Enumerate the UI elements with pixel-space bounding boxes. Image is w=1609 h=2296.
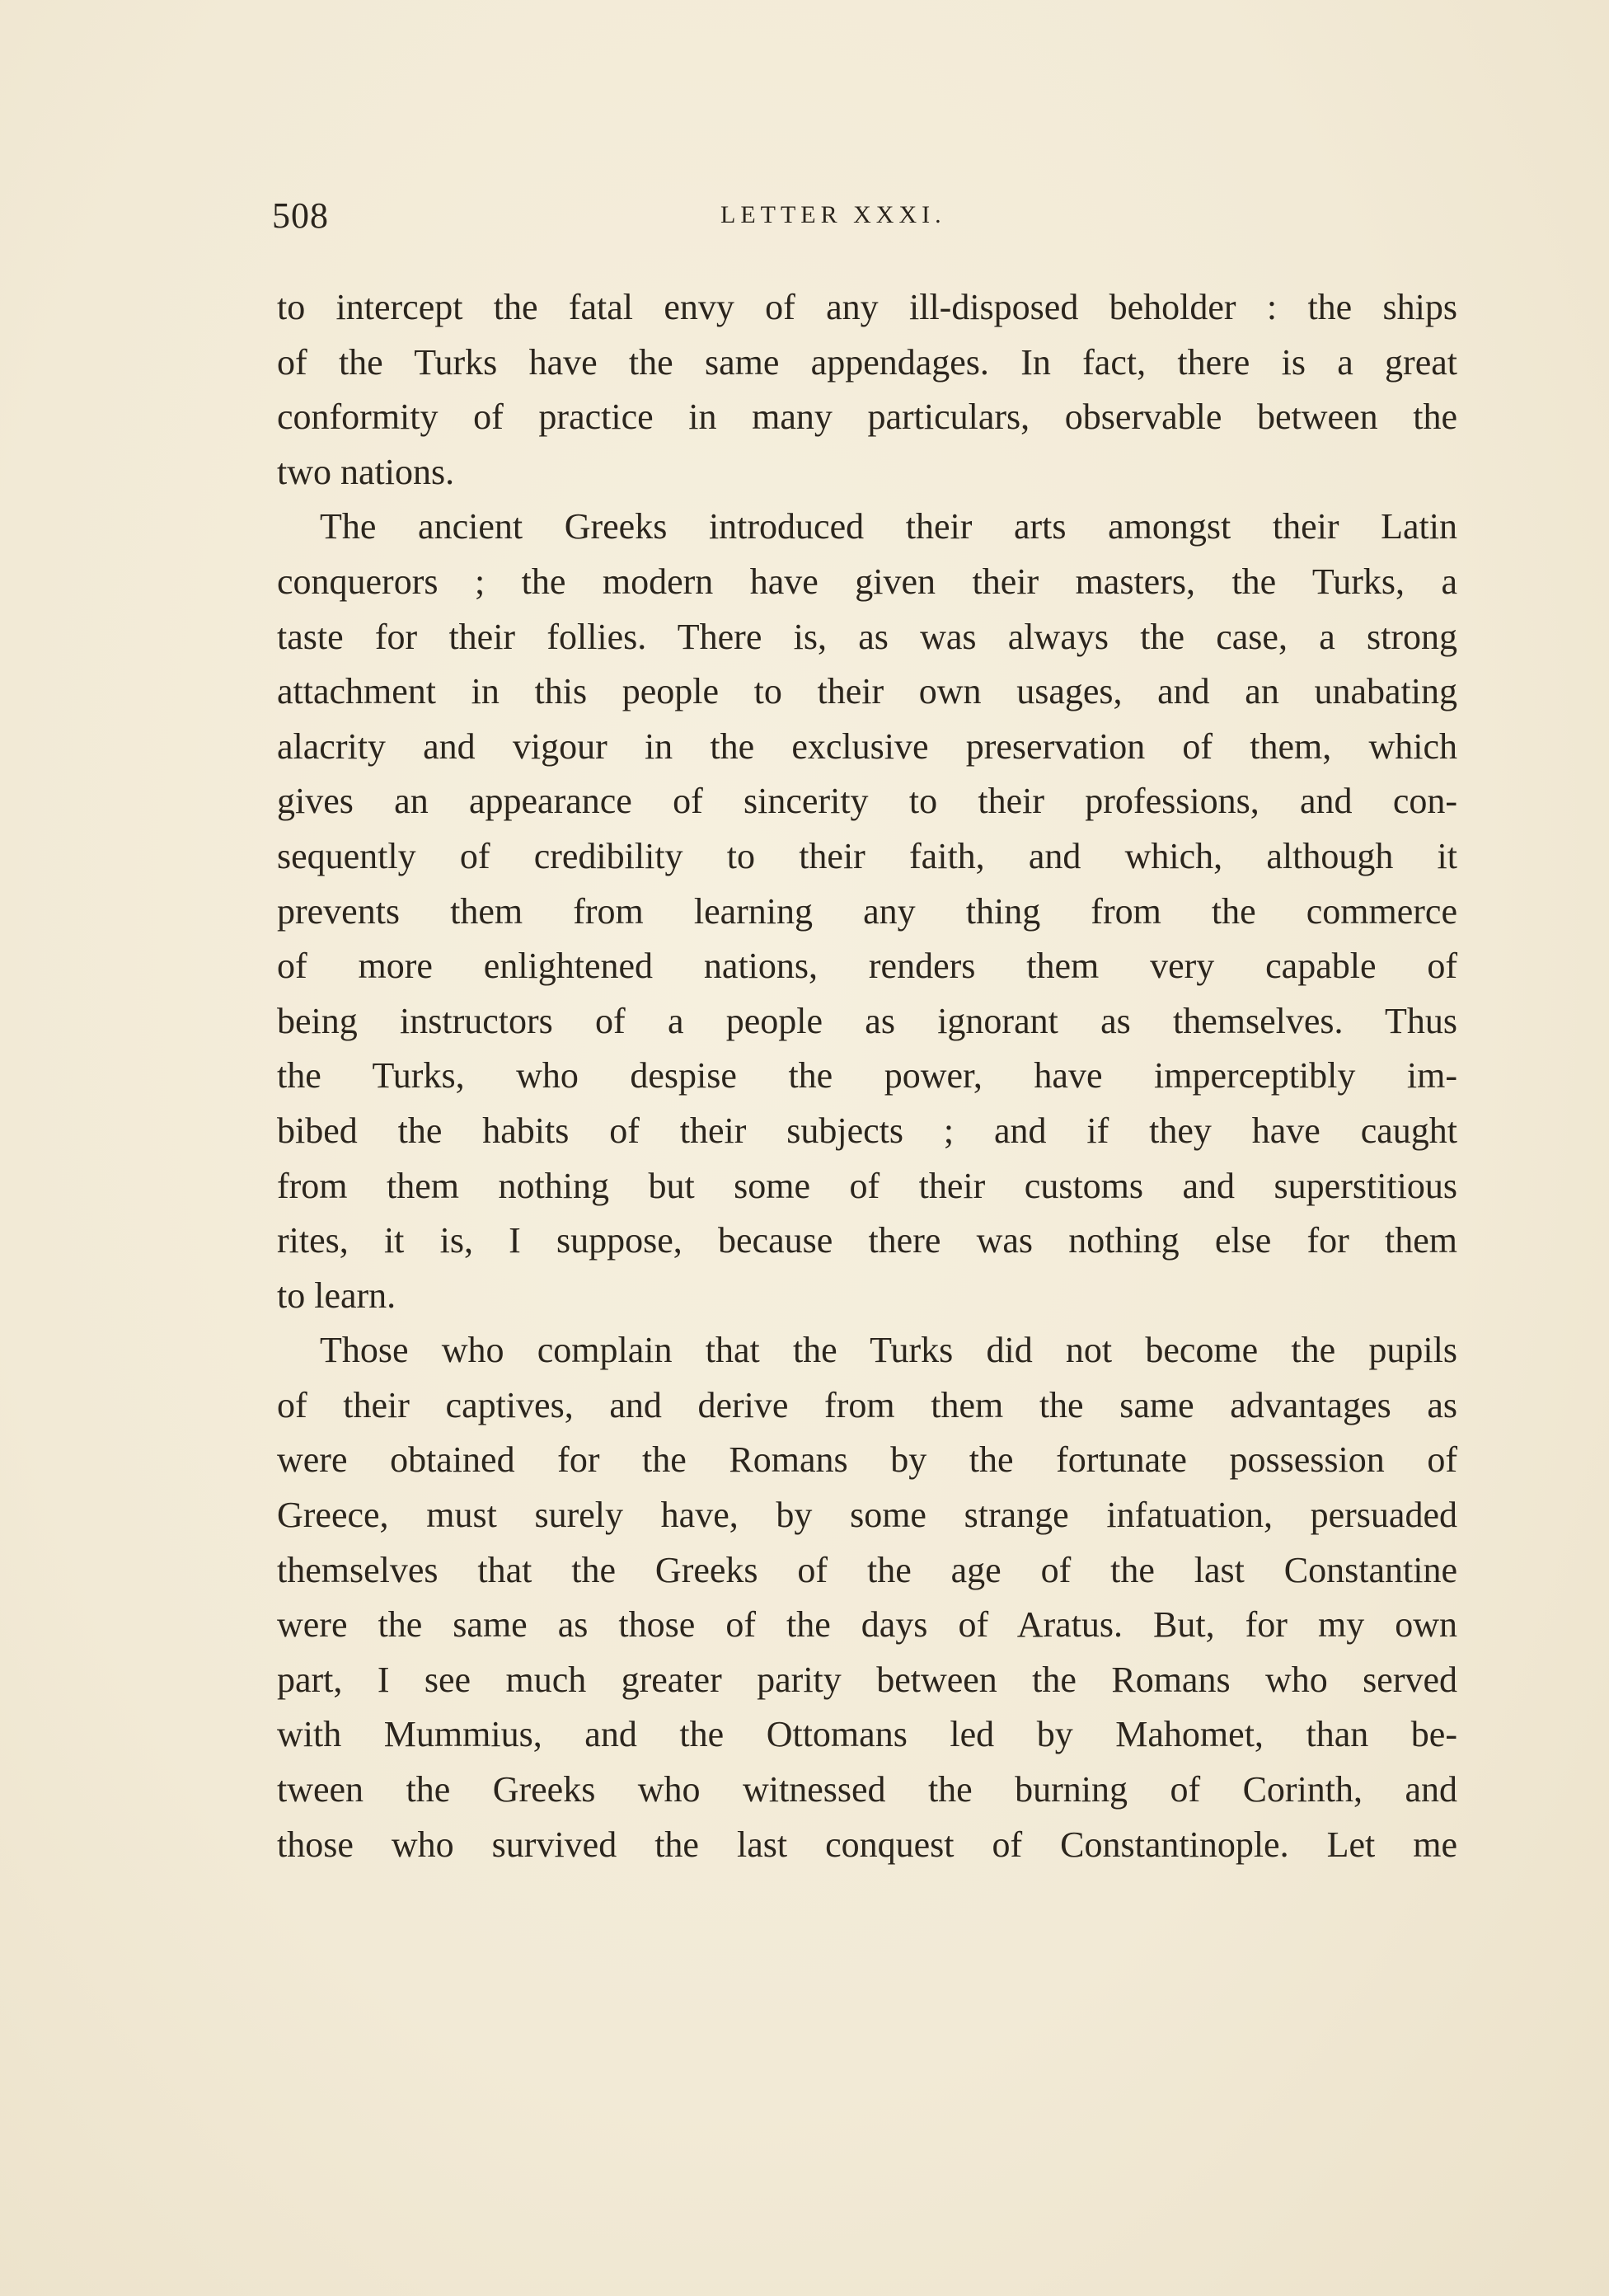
text-line: being instructors of a people as ignorant as themselves. Thus bbox=[277, 1000, 1457, 1041]
text-line: bibed the habits of their subjects ; and if they have caught bbox=[277, 1110, 1457, 1151]
paragraph-2 bbox=[277, 500, 1457, 1323]
page-number: 508 bbox=[272, 195, 329, 236]
text-line: two nations. bbox=[277, 451, 455, 492]
text-line: alacrity and vigour in the exclusive preservation of them, which bbox=[277, 725, 1457, 767]
text-line: to learn. bbox=[277, 1275, 396, 1316]
text-line: were the same as those of the days of Aratus. But, for my own bbox=[277, 1604, 1457, 1646]
text-line: Those who complain that the Turks did not become the pupils bbox=[320, 1330, 1457, 1371]
text-line: rites, it is, I suppose, because there was nothing else for them bbox=[277, 1220, 1457, 1261]
text-line: of their captives, and derive from them the same advantages as bbox=[277, 1384, 1457, 1425]
text-line: gives an appearance of sincerity to their professions, and con- bbox=[277, 781, 1457, 822]
text-line: from them nothing but some of their customs and superstitious bbox=[277, 1165, 1457, 1206]
text-line: tween the Greeks who witnessed the burning of Corinth, and bbox=[277, 1769, 1457, 1810]
body-text bbox=[277, 280, 1457, 1872]
running-head: LETTER XXXI. bbox=[720, 201, 946, 228]
text-line: attachment in this people to their own usages, and an unabating bbox=[277, 671, 1457, 712]
text-line: sequently of credibility to their faith, and which, although it bbox=[277, 835, 1457, 876]
text-line: prevents them from learning any thing from the commerce bbox=[277, 890, 1457, 932]
text-line: of more enlightened nations, renders them very capable of bbox=[277, 946, 1457, 987]
page-header bbox=[272, 195, 1442, 244]
paragraph-3 bbox=[277, 1323, 1457, 1872]
text-line: themselves that the Greeks of the age of the last Constantine bbox=[277, 1549, 1457, 1590]
text-line: conquerors ; the modern have given their masters, the Turks, a bbox=[277, 561, 1457, 602]
text-line: to intercept the fatal envy of any ill-disposed beholder : the ships bbox=[277, 287, 1457, 327]
paragraph-1 bbox=[277, 280, 1457, 500]
text-line: The ancient Greeks introduced their arts amongst their Latin bbox=[320, 506, 1457, 547]
text-line: part, I see much greater parity between the Romans who served bbox=[277, 1659, 1457, 1700]
text-line: conformity of practice in many particulars, observable between the bbox=[277, 397, 1457, 438]
text-line: with Mummius, and the Ottomans led by Mahomet, than be- bbox=[277, 1714, 1457, 1755]
text-line: taste for their follies. There is, as was always the case, a strong bbox=[277, 616, 1457, 657]
text-line: those who survived the last conquest of Constantinople. Let me bbox=[277, 1824, 1457, 1865]
text-line: the Turks, who despise the power, have imperceptibly im- bbox=[277, 1055, 1457, 1096]
text-line: of the Turks have the same appendages. In fact, there is a great bbox=[277, 341, 1457, 383]
text-line: were obtained for the Romans by the fortunate possession of bbox=[277, 1439, 1457, 1481]
text-line: Greece, must surely have, by some strange infatuation, persuaded bbox=[277, 1495, 1457, 1536]
